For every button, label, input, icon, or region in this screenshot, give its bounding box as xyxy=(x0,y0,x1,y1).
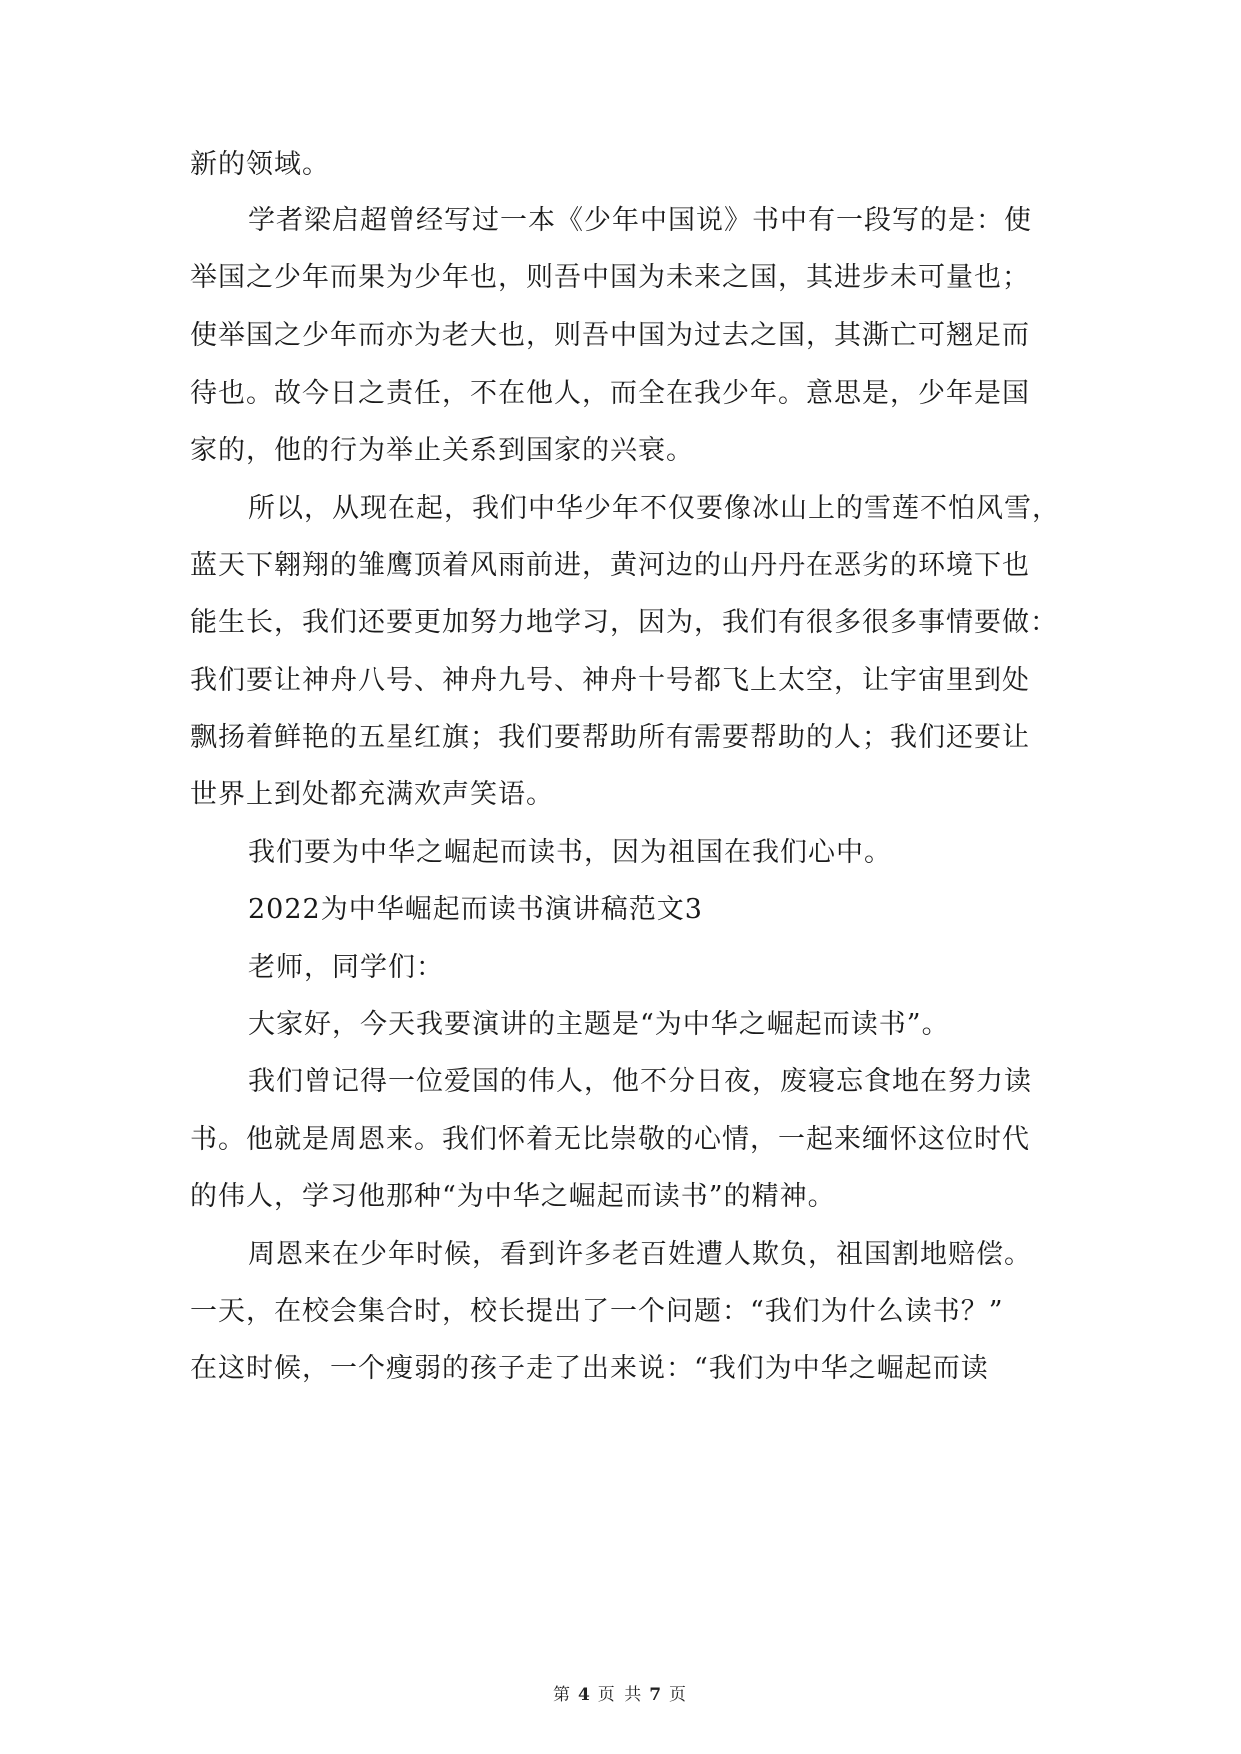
footer-middle: 页 共 xyxy=(597,1685,644,1705)
text-line: 世界上到处都充满欢声笑语。 xyxy=(190,779,554,810)
current-page-number: 4 xyxy=(577,1685,592,1705)
text-line: 举国之少年而果为少年也，则吾中国为未来之国，其进步未可量也； xyxy=(190,262,1030,293)
salutation: 老师，同学们： xyxy=(248,952,444,983)
text-line: 我们要为中华之崛起而读书，因为祖国在我们心中。 xyxy=(248,837,892,868)
text-line: 飘扬着鲜艳的五星红旗；我们要帮助所有需要帮助的人；我们还要让 xyxy=(190,722,1030,753)
section-heading: 2022为中华崛起而读书演讲稿范文3 xyxy=(248,894,703,925)
text-line: 待也。故今日之责任，不在他人，而全在我少年。意思是，少年是国 xyxy=(190,378,1030,409)
text-line: 学者梁启超曾经写过一本《少年中国说》书中有一段写的是：使 xyxy=(248,205,1032,236)
text-line: 所以，从现在起，我们中华少年不仅要像冰山上的雪莲不怕风雪， xyxy=(248,493,1060,524)
text-line: 使举国之少年而亦为老大也，则吾中国为过去之国，其澌亡可翘足而 xyxy=(190,320,1030,351)
text-line: 能生长，我们还要更加努力地学习，因为，我们有很多很多事情要做： xyxy=(190,607,1058,638)
footer-prefix: 第 xyxy=(552,1685,572,1705)
text-line: 的伟人，学习他那种“为中华之崛起而读书”的精神。 xyxy=(190,1181,836,1212)
text-line: 周恩来在少年时候，看到许多老百姓遭人欺负，祖国割地赔偿。 xyxy=(248,1239,1032,1270)
page-footer xyxy=(0,1683,1241,1707)
total-pages-number: 7 xyxy=(649,1685,664,1705)
text-line: 家的，他的行为举止关系到国家的兴衰。 xyxy=(190,435,694,466)
text-line: 书。他就是周恩来。我们怀着无比崇敬的心情，一起来缅怀这位时代 xyxy=(190,1124,1030,1155)
footer-suffix: 页 xyxy=(669,1685,689,1705)
text-line: 大家好，今天我要演讲的主题是“为中华之崛起而读书”。 xyxy=(248,1009,950,1040)
text-line: 我们要让神舟八号、神舟九号、神舟十号都飞上太空，让宇宙里到处 xyxy=(190,665,1030,696)
text-line: 新的领域。 xyxy=(190,149,330,180)
text-line: 在这时候，一个瘦弱的孩子走了出来说：“我们为中华之崛起而读 xyxy=(190,1353,989,1384)
text-line: 蓝天下翱翔的雏鹰顶着风雨前进，黄河边的山丹丹在恶劣的环境下也 xyxy=(190,550,1030,581)
text-line: 我们曾记得一位爱国的伟人，他不分日夜，废寝忘食地在努力读 xyxy=(248,1066,1032,1097)
text-line: 一天，在校会集合时，校长提出了一个问题：“我们为什么读书？” xyxy=(190,1296,1004,1327)
